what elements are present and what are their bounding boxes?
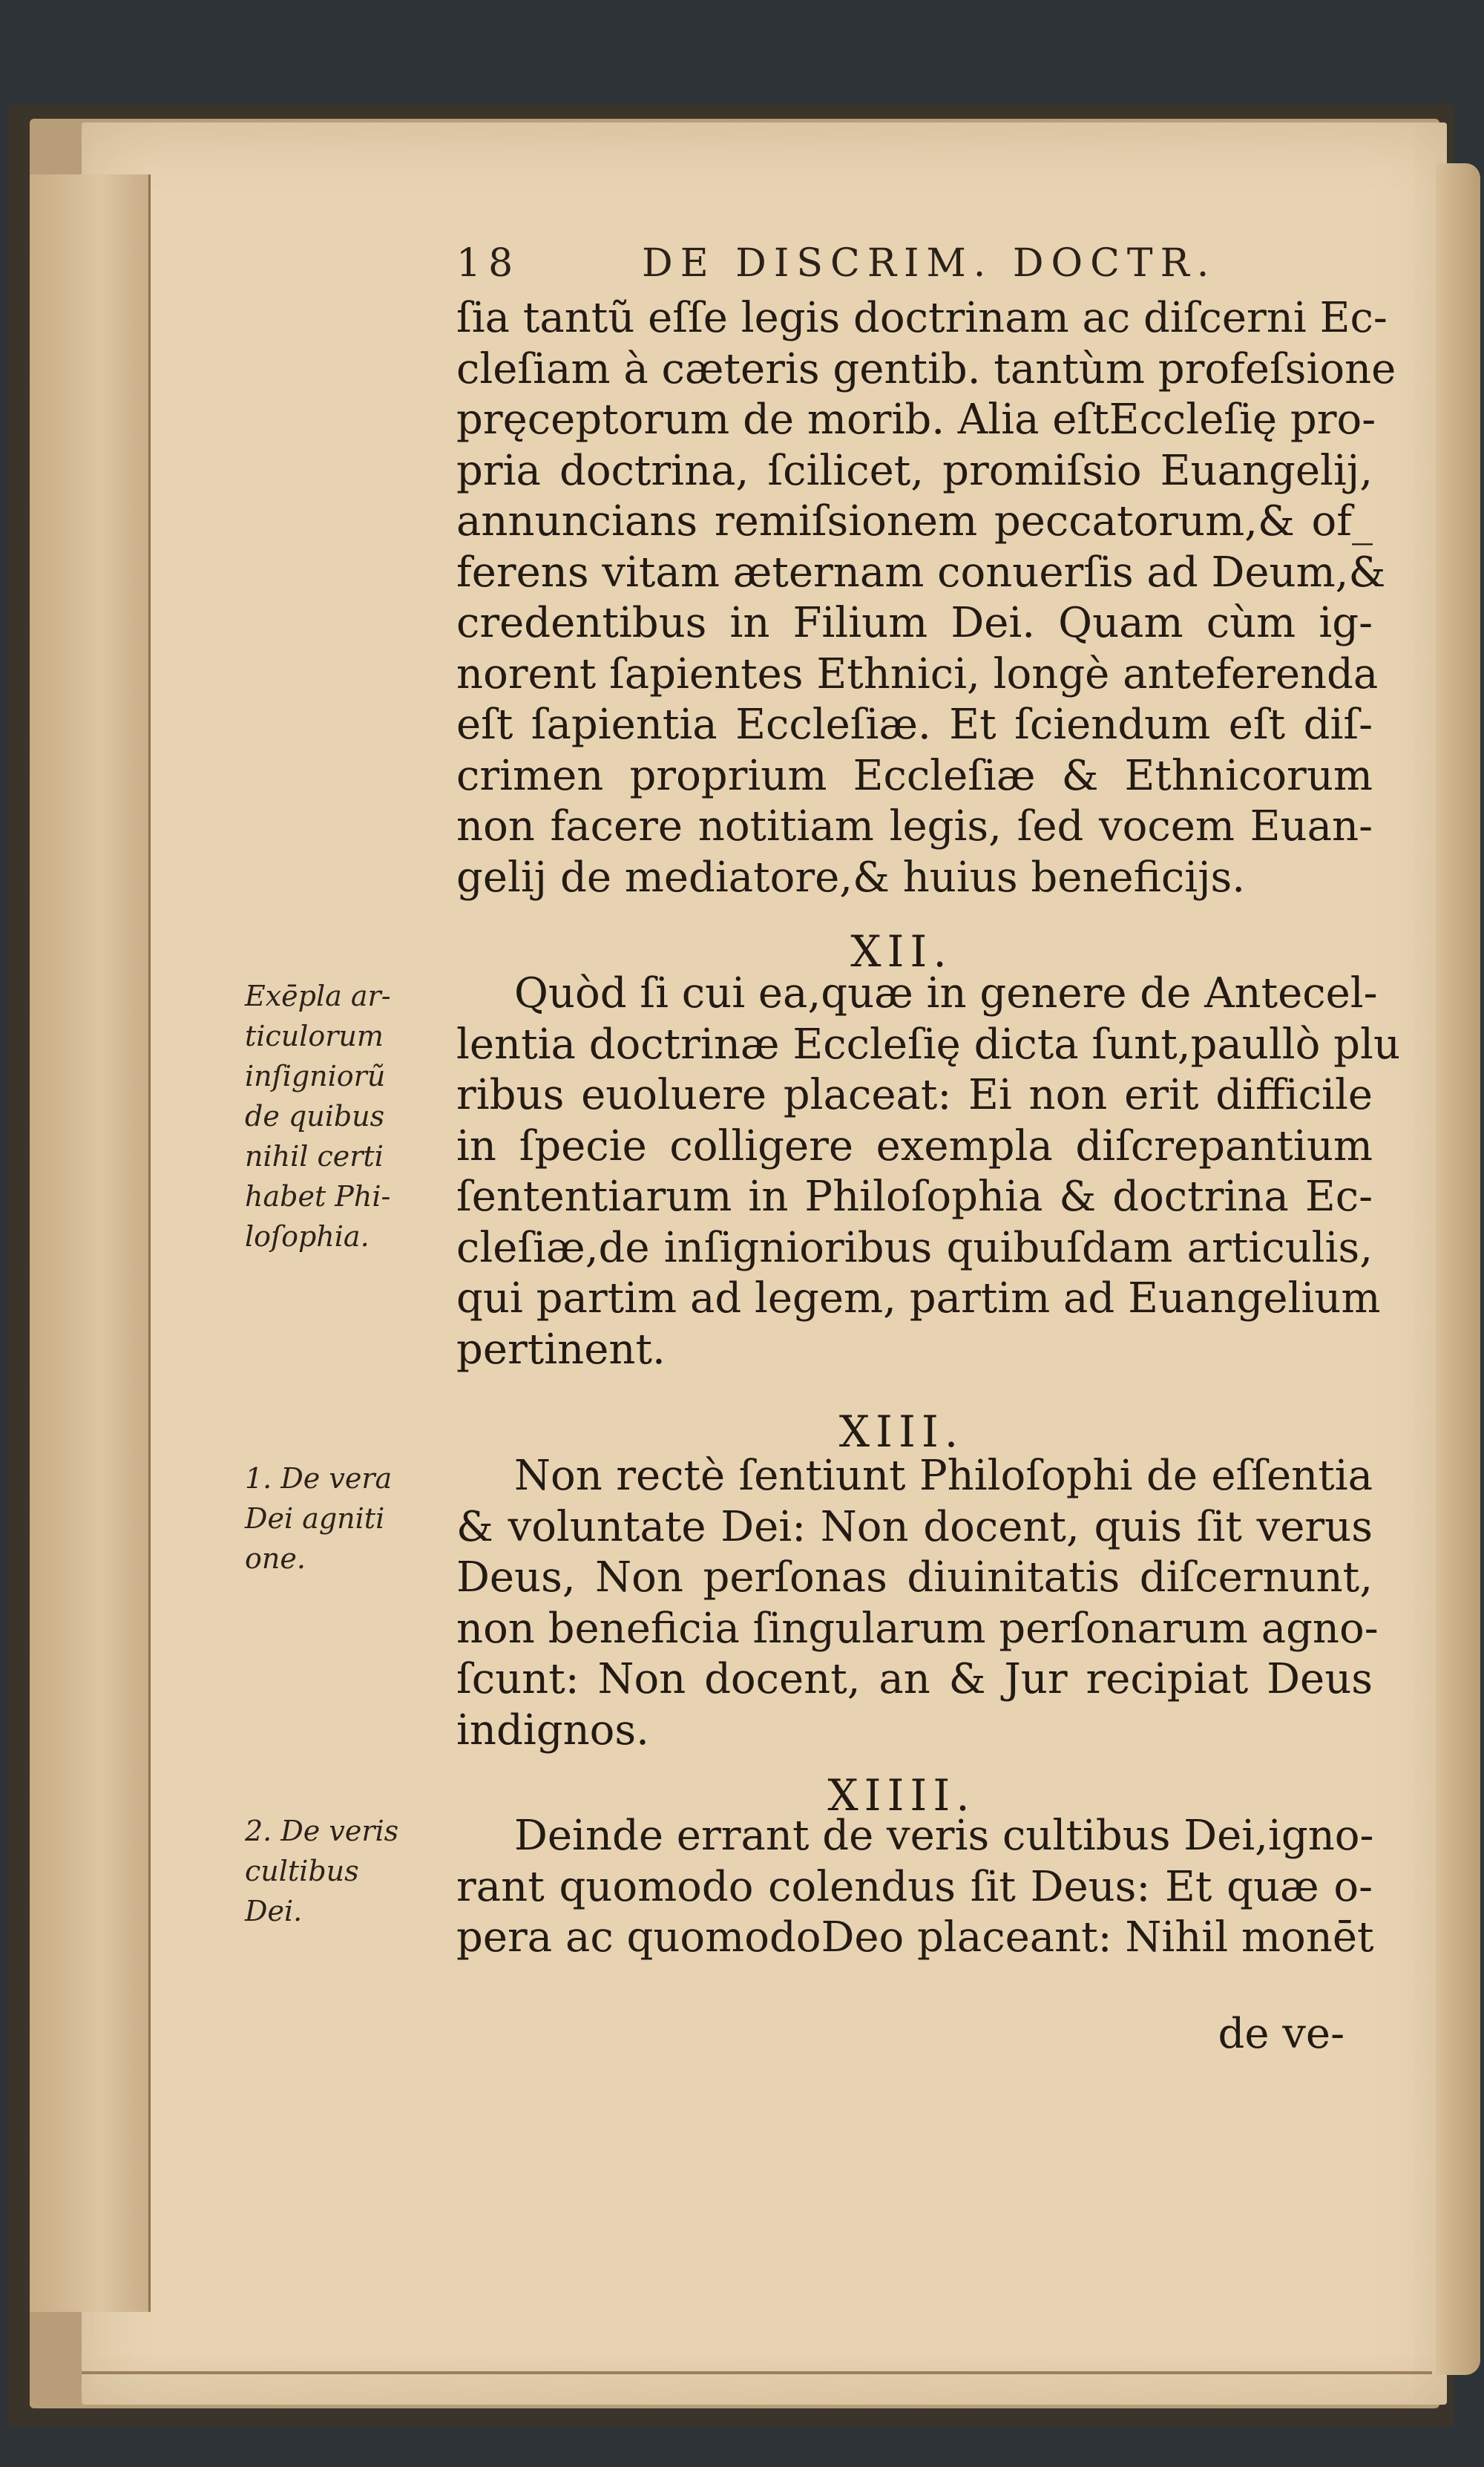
text-line: ſcunt: Non docent, an & Jur recipiat Deus — [456, 1655, 1373, 1703]
margin-line: 2. De veris — [245, 1815, 399, 1847]
text-line: ribus euoluere placeat: Ei non erit difficile — [456, 1071, 1373, 1119]
text-line: Non rectè ſentiunt Philoſophi de eſſentia — [514, 1452, 1373, 1500]
text-line: Quòd ſi cui ea,quæ in genere de Antecel- — [514, 969, 1378, 1018]
catchword: de ve- — [1218, 2010, 1345, 2058]
text-line: gelij de mediatore,& huius beneficijs. — [456, 853, 1246, 902]
text-line: norent ſapientes Ethnici, longè anteferenda — [456, 649, 1379, 698]
section-number-xii: XII. — [850, 926, 953, 977]
text-line: cleſiæ,de inſignioribus quibuſdam articulis, — [456, 1223, 1373, 1272]
text-line: & voluntate Dei: Non docent, quis ſit verus — [456, 1502, 1373, 1551]
margin-line: Exēpla ar- — [245, 980, 391, 1012]
text-line: non facere notitiam legis, ſed vocem Euan- — [456, 802, 1373, 851]
text-line: lentia doctrinæ Eccleſię dicta ſunt,paullò plu — [456, 1020, 1401, 1069]
text-line: crimen proprium Eccleſiæ & Ethnicorum — [456, 751, 1373, 800]
margin-line: one. — [245, 1542, 306, 1575]
margin-line: nihil certi — [245, 1140, 384, 1173]
margin-note-xiiii — [245, 1811, 453, 1931]
text-line: pertinent. — [456, 1325, 666, 1374]
text-line: credentibus in Filium Dei. Quam cùm ig- — [456, 599, 1373, 647]
margin-line: 1. De vera — [245, 1462, 393, 1495]
page-bottom-edge — [82, 2371, 1432, 2374]
margin-line: Dei agniti — [245, 1502, 385, 1535]
section-number-xiii: XIII. — [838, 1406, 965, 1457]
text-line: qui partim ad legem, partim ad Euangelium — [456, 1274, 1381, 1323]
text-line: ferens vitam æternam conuerſis ad Deum,& — [456, 548, 1386, 597]
text-line: pria doctrina, ſcilicet, promiſsio Euangelij, — [456, 446, 1373, 495]
text-line: rant quomodo colendus ſit Deus: Et quæ o- — [456, 1862, 1373, 1911]
text-line: annuncians remiſsionem peccatorum,& of_ — [456, 497, 1373, 546]
text-line: ſia tantũ eſſe legis doctrinam ac diſcerni Ec- — [456, 294, 1388, 342]
section-number-xiiii: XIIII. — [827, 1770, 976, 1821]
margin-note-xii — [245, 976, 453, 1257]
text-line: cleſiam à cæteris gentib. tantùm profeſsione — [456, 344, 1396, 393]
margin-line: de quibus — [245, 1100, 385, 1133]
margin-line: ticulorum — [245, 1020, 384, 1052]
margin-line: Dei. — [245, 1895, 303, 1927]
text-line: eſt ſapientia Eccleſiæ. Et ſciendum eſt diſ- — [456, 701, 1373, 749]
left-page-stack — [30, 174, 151, 2312]
section-xiii-text — [456, 1451, 1379, 1756]
margin-line: inſigniorũ — [245, 1060, 386, 1092]
right-page-stack — [1436, 163, 1480, 2375]
text-line: pręceptorum de morib. Alia eſtEccleſię pro- — [456, 396, 1376, 444]
intro-paragraph — [456, 293, 1396, 903]
running-title: DE DISCRIM. DOCTR. — [642, 241, 1217, 286]
text-line: indignos. — [456, 1706, 649, 1755]
margin-line: cultibus — [245, 1855, 359, 1887]
text-line: Deinde errant de veris cultibus Dei,igno- — [514, 1812, 1374, 1860]
section-xiiii-text — [456, 1811, 1373, 1964]
margin-line: habet Phi- — [245, 1180, 391, 1213]
margin-line: loſophia. — [245, 1220, 370, 1253]
section-xii-text — [456, 969, 1401, 1375]
text-line: pera ac quomodoDeo placeant: Nihil monēt — [456, 1913, 1374, 1962]
text-line: Deus, Non perſonas diuinitatis diſcernunt, — [456, 1553, 1373, 1602]
page-number: 18 — [456, 241, 521, 286]
running-header — [456, 241, 1376, 286]
text-line: in ſpecie colligere exempla diſcrepantium — [456, 1121, 1373, 1170]
margin-note-xiii — [245, 1458, 453, 1579]
text-line: ſententiarum in Philoſophia & doctrina Ec- — [456, 1173, 1373, 1221]
text-line: non beneficia ſingularum perſonarum agno- — [456, 1604, 1379, 1653]
